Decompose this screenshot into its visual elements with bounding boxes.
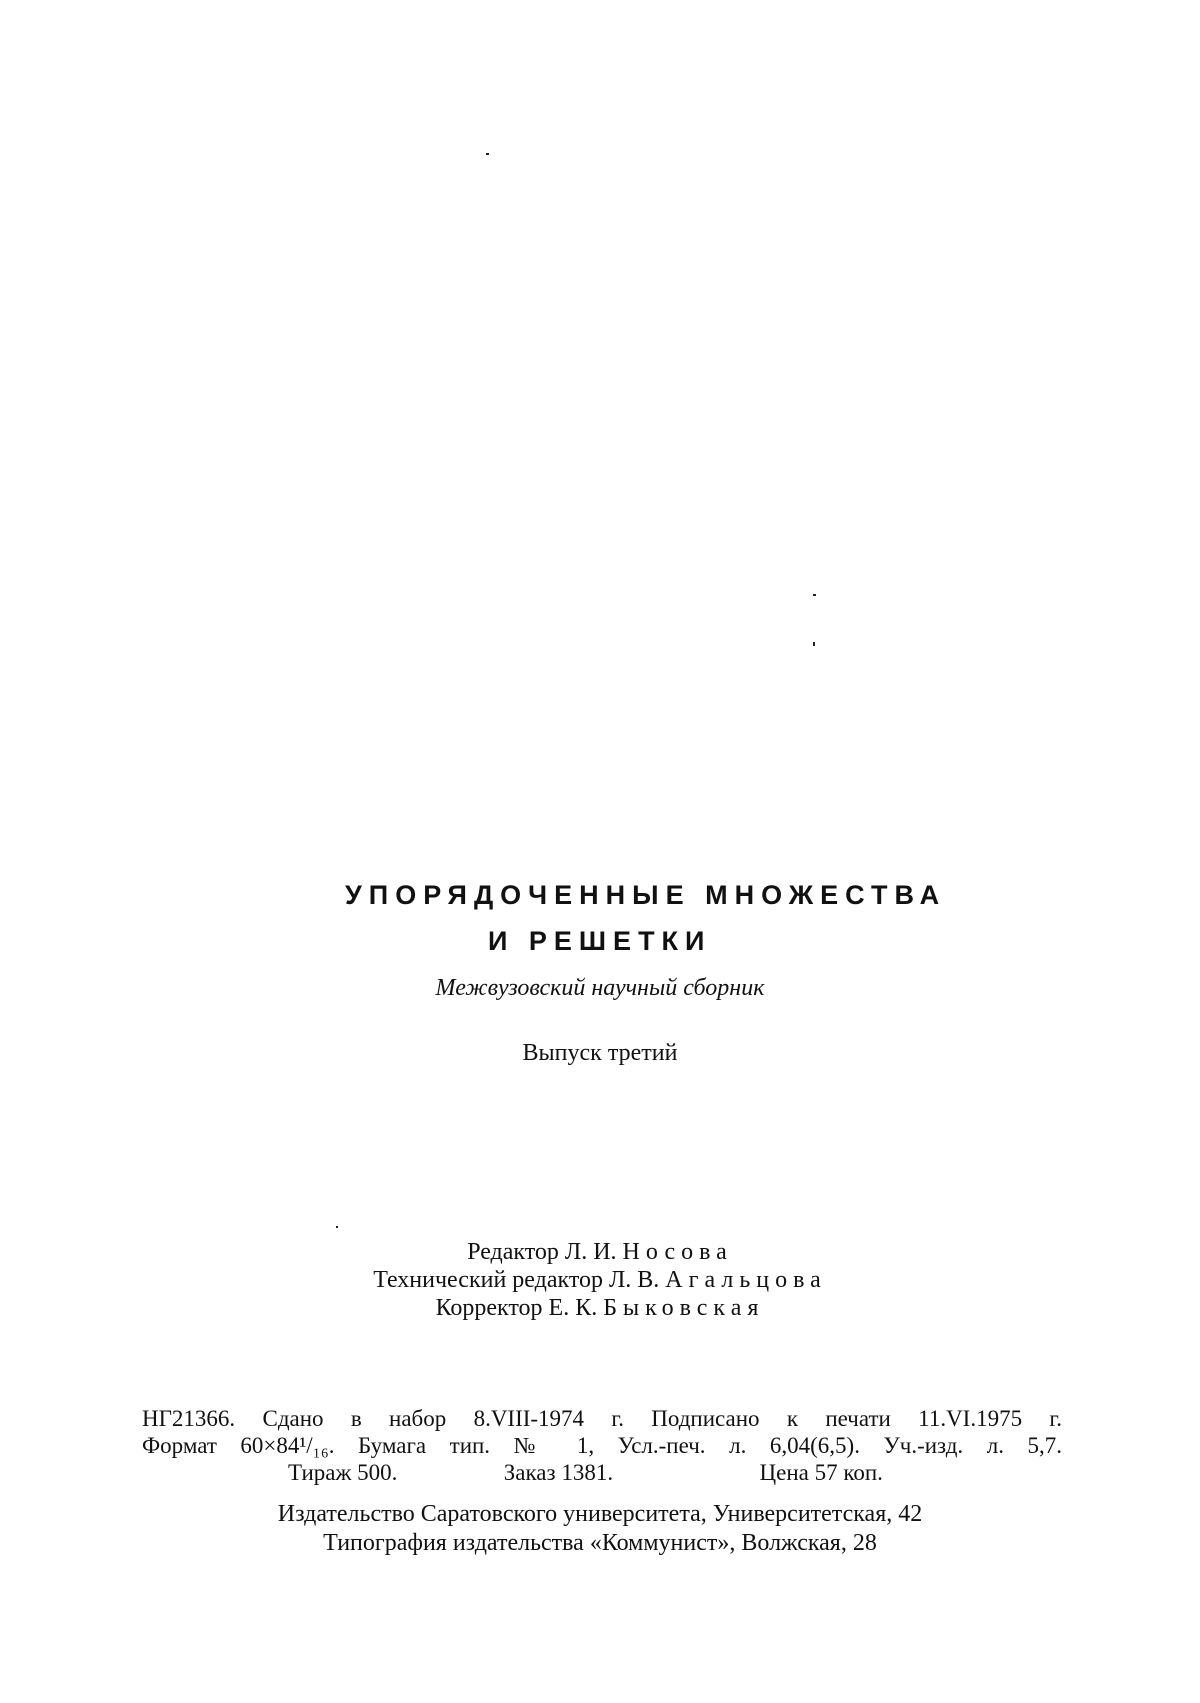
credit-name: Быковская: [603, 1295, 765, 1321]
credit-name: Агальцова: [665, 1267, 827, 1293]
credits-block: [0, 1238, 1200, 1322]
credit-role: Корректор Е. К.: [435, 1295, 598, 1321]
title-line-2: И РЕШЕТКИ: [488, 926, 712, 956]
publisher-line-1: Издательство Саратовского университета, Университетская, 42: [277, 1501, 923, 1527]
scan-speck: [336, 1226, 338, 1228]
credit-name: Носова: [622, 1239, 733, 1265]
imprint-line-3: [142, 1459, 1062, 1486]
issue-number: Выпуск третий: [522, 1040, 678, 1066]
imprint-order: Заказ 1381.: [503, 1460, 614, 1485]
imprint-price: Цена 57 коп.: [759, 1460, 883, 1485]
publisher-block: [0, 1500, 1200, 1558]
credit-role: Редактор Л. И.: [467, 1239, 617, 1265]
credit-editor: [0, 1238, 1200, 1266]
scan-speck: [813, 642, 815, 646]
imprint-line-1: НГ21366. Сдано в набор 8.VIII-1974 г. Подписано к печати 11.VI.1975 г.: [142, 1406, 1062, 1431]
imprint-block: [142, 1405, 1062, 1486]
imprint-circulation: Тираж 500.: [288, 1460, 398, 1485]
imprint-line-2: Формат 60×84¹/₁₆. Бумага тип. № 1, Усл.-печ. л. 6,04(6,5). Уч.-изд. л. 5,7.: [142, 1433, 1062, 1458]
credit-proofreader: [0, 1294, 1200, 1322]
scan-speck: [813, 594, 816, 596]
credit-role: Технический редактор Л. В.: [373, 1267, 660, 1293]
publisher-line-2: Типография издательства «Коммунист», Волжская, 28: [323, 1530, 877, 1556]
scan-speck: [486, 153, 489, 155]
title-line-1: УПОРЯДОЧЕННЫЕ МНОЖЕСТВА: [345, 880, 947, 910]
subtitle: Межвузовский научный сборник: [435, 975, 765, 1001]
credit-technical-editor: [0, 1266, 1200, 1294]
